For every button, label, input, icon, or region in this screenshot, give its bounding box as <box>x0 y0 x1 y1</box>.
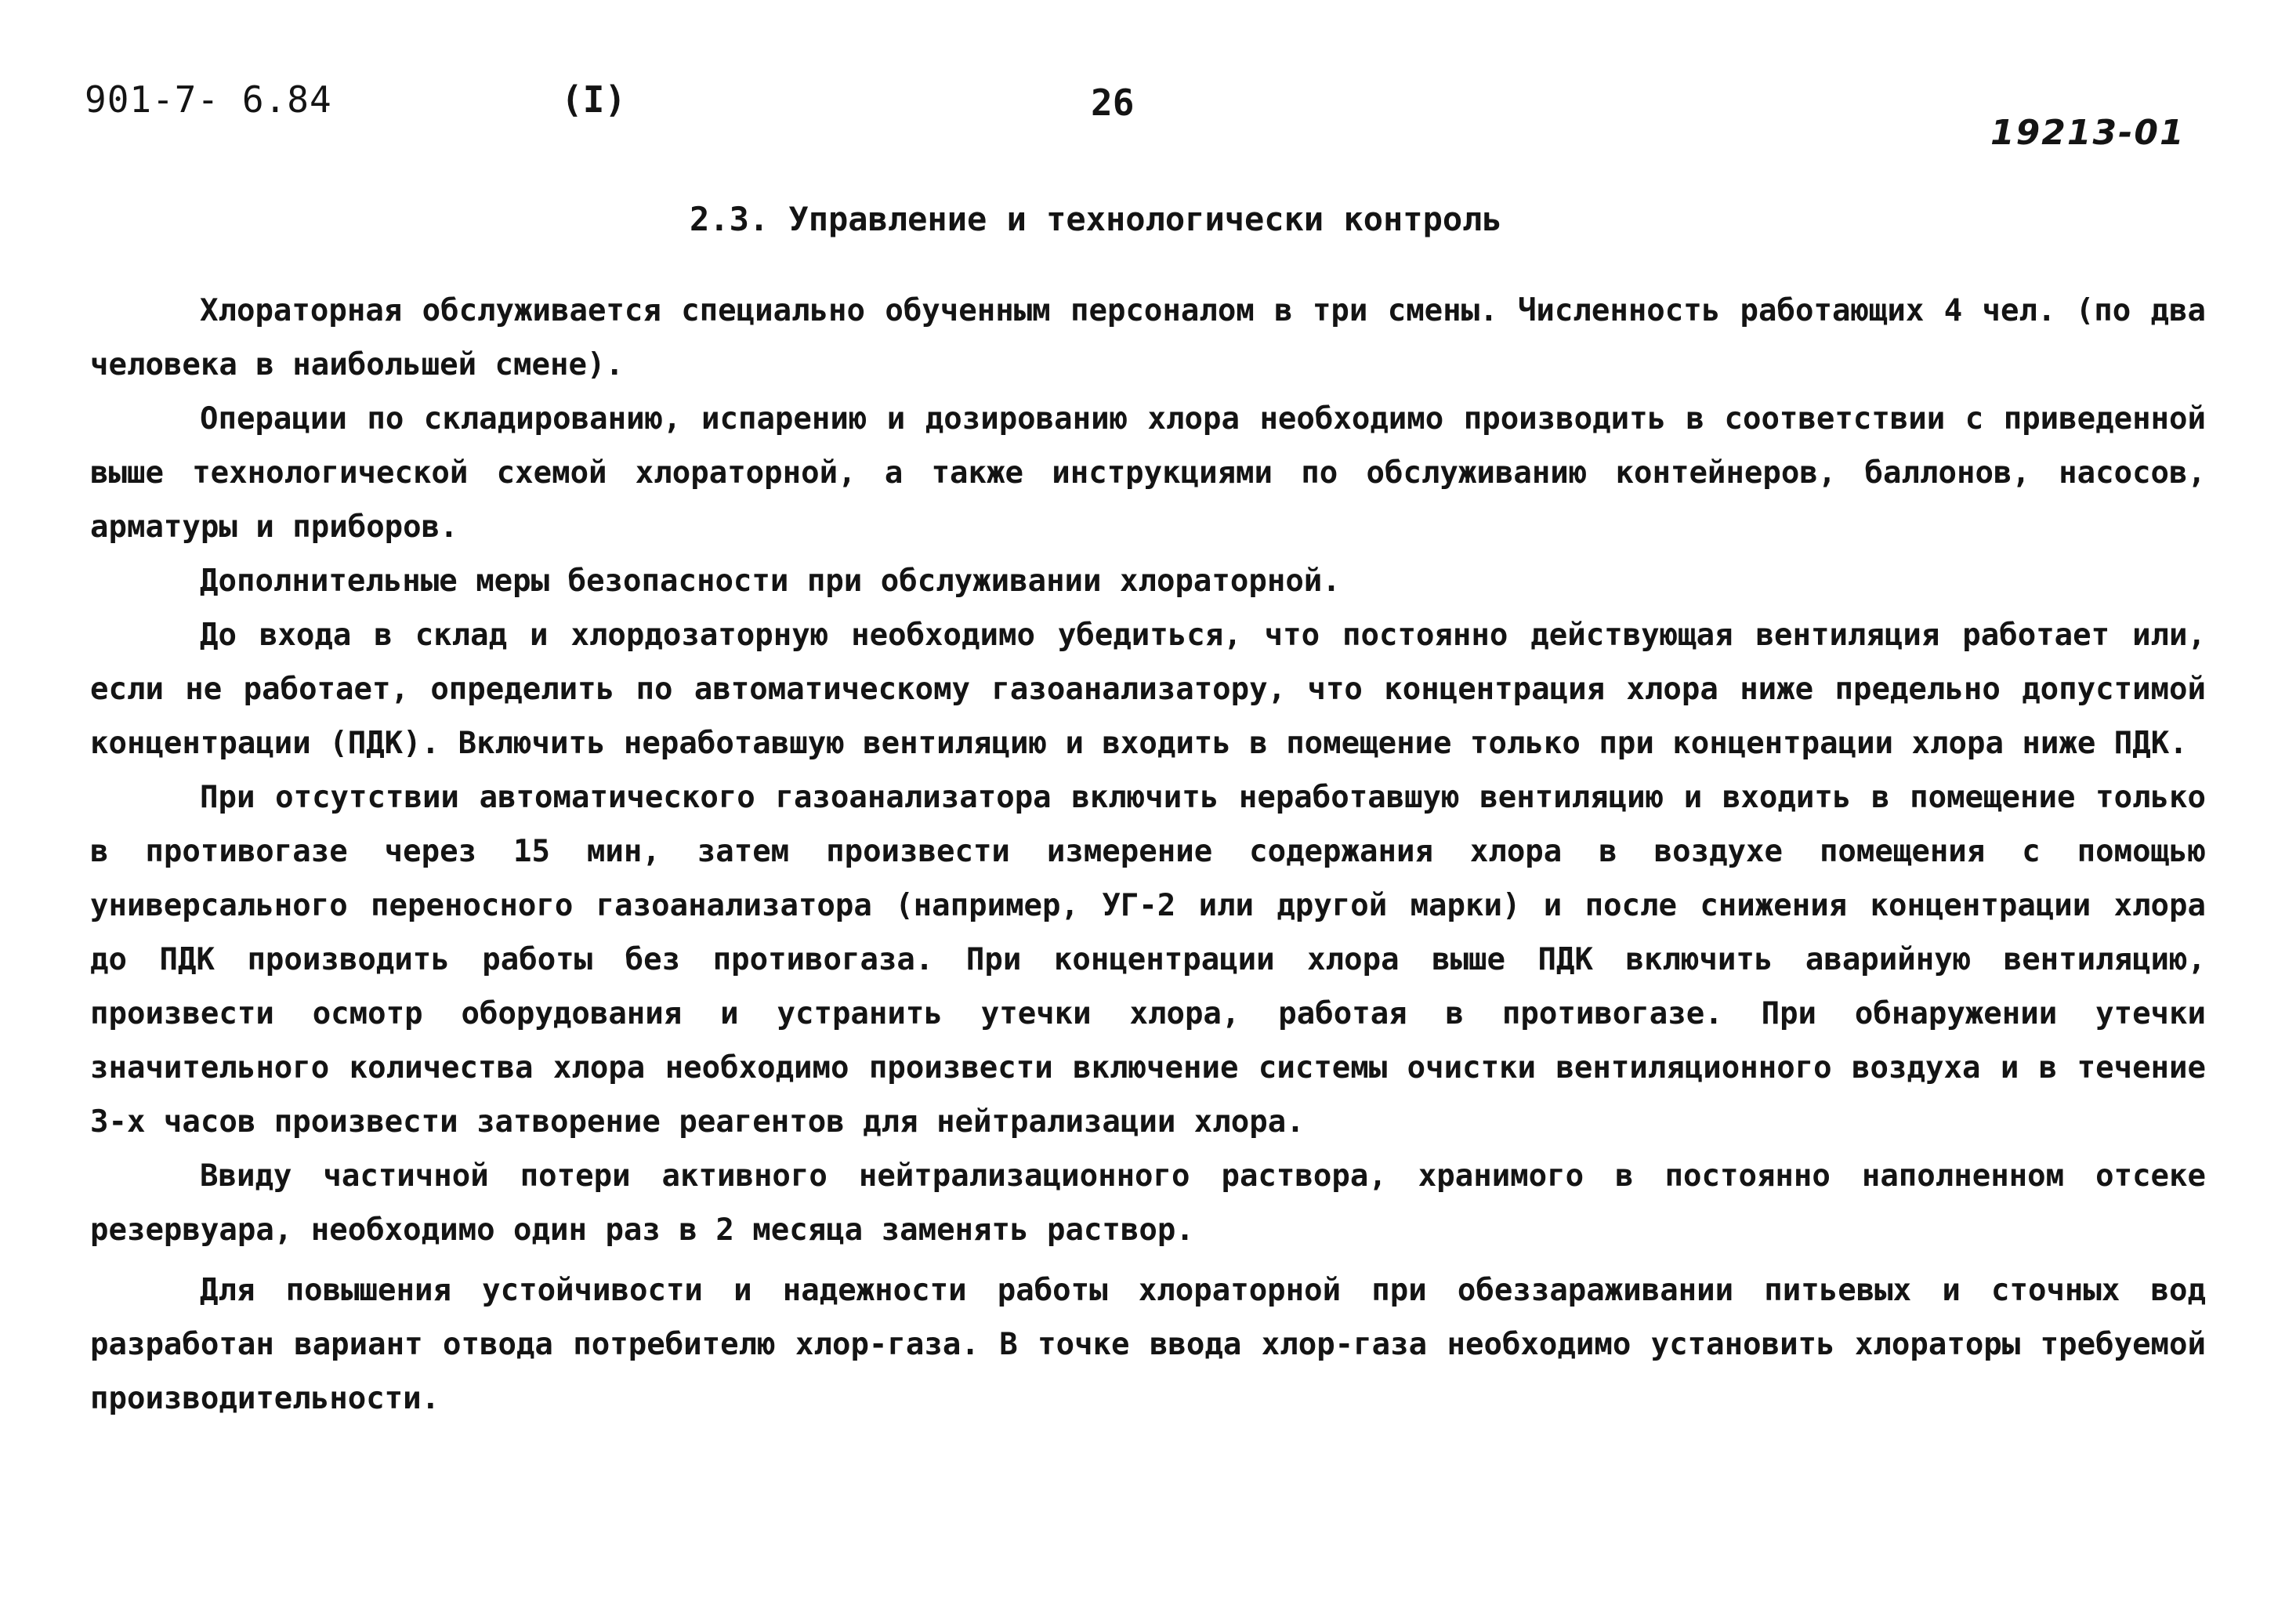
paragraph-staffing: Хлораторная обслуживается специально обученным персоналом в три смены. Численность работающих 4 чел. (по два человека в наибольшей смене). <box>90 293 2206 382</box>
body-text <box>90 284 2206 1426</box>
sheet-marker: (I) <box>561 78 627 121</box>
page-number: 26 <box>1091 82 1135 124</box>
section-title: 2.3. Управление и технологически контроль <box>690 200 1502 238</box>
paragraph-safety-heading: Дополнительные меры безопасности при обслуживании хлораторной. <box>200 564 1341 599</box>
paragraph-no-analyzer: При отсутствии автоматического газоанализатора включить неработавшую вентиляцию и входить в помещение только в противогазе через 15 мин, затем произвести измерение содержания хлора в воздухе помещения с помощью универсального переносного газоанализатора (например, УГ-2 или другой марки) и после снижения концентрации хлора до ПДК производить работы без противогаза. При концентрации хлора выше ПДК включить аварийную вентиляцию, произвести осмотр оборудования и устранить утечки хлора, работая в противогазе. При обнаружении утечки значительного количества хлора необходимо произвести включение системы очистки вентиляционного воздуха и в течение 3-х часов произвести затворение реагентов для нейтрализации хлора. <box>90 780 2206 1140</box>
paragraph-solution-replacement: Ввиду частичной потери активного нейтрализационного раствора, хранимого в постоянно наполненном отсеке резервуара, необходимо один раз в 2 месяца заменять раствор. <box>90 1158 2206 1248</box>
inventory-number: 19213-01 <box>1990 113 2186 153</box>
paragraph-operations: Операции по складированию, испарению и дозированию хлора необходимо производить в соответствии с приведенной выше технологической схемой хлораторной, а также инструкциями по обслуживанию контейнеров, баллонов, насосов, арматуры и приборов. <box>90 401 2206 545</box>
paragraph-ventilation-check: До входа в склад и хлордозаторную необходимо убедиться, что постоянно действующая вентиляция работает или, если не работает, определить по автоматическому газоанализатору, что концентрация хлора ниже предельно допустимой концентрации (ПДК). Включить неработавшую вентиляцию и входить в помещение только при концентрации хлора ниже ПДК. <box>90 618 2206 761</box>
paragraph-chlorine-supply: Для повышения устойчивости и надежности работы хлораторной при обеззараживании питьевых и сточных вод разработан вариант отвода потребителю хлор-газа. В точке ввода хлор-газа необходимо установить хлораторы требуемой производительности. <box>90 1273 2206 1416</box>
document-code: 901-7- 6.84 <box>85 78 332 121</box>
